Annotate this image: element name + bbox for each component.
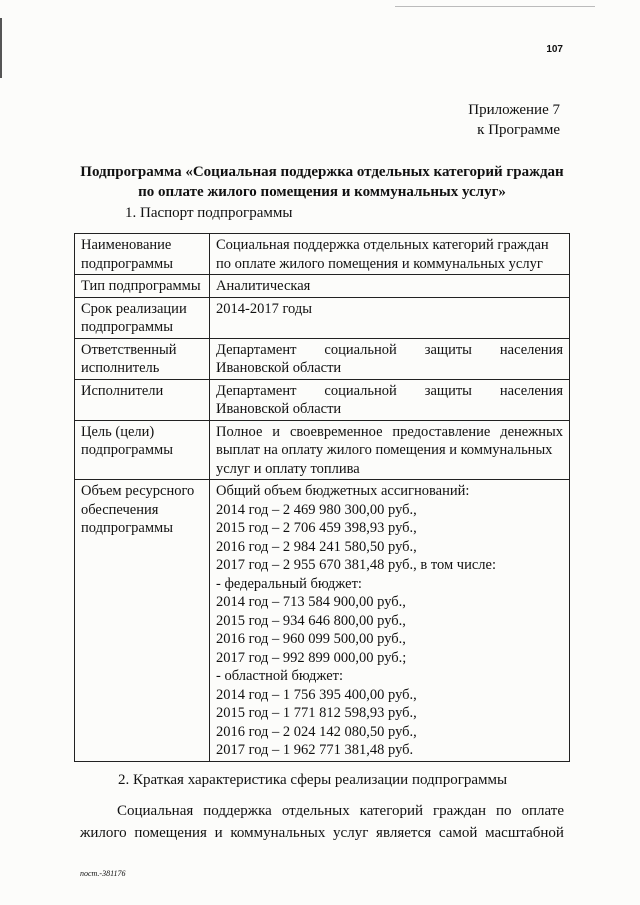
funding-line: 2015 год – 1 771 812 598,93 руб.,	[216, 705, 417, 721]
funding-line: 2015 год – 2 706 459 398,93 руб.,	[216, 520, 417, 536]
funding-line: Общий объем бюджетных ассигнований:	[216, 483, 470, 499]
name-value: Социальная поддержка отдельных категорий граждан по оплате жилого помещения и коммунальных услуг	[210, 234, 570, 275]
funding-line: 2014 год – 713 584 900,00 руб.,	[216, 594, 406, 610]
row-responsible	[75, 338, 570, 379]
funding-line: 2014 год – 2 469 980 300,00 руб.,	[216, 501, 417, 518]
funding-label: Объем ресурсного обеспечения подпрограммы	[75, 480, 210, 762]
appendix-line-1: Приложение 7	[468, 102, 560, 118]
funding-line: 2016 год – 2 984 241 580,50 руб.,	[216, 538, 417, 555]
funding-line: 2017 год – 2 955 670 381,48 руб., в том числе:	[216, 557, 496, 573]
row-funding	[75, 480, 570, 762]
funding-line: 2016 год – 960 099 500,00 руб.,	[216, 631, 406, 647]
scan-top-mark	[395, 6, 595, 7]
row-type	[75, 275, 570, 298]
appendix-note	[468, 100, 560, 140]
responsible-value: Департамент социальной защиты населения Ивановской области	[210, 338, 570, 379]
title-line-1: Подпрограмма «Социальная поддержка отдельных категорий граждан	[80, 164, 564, 180]
paragraph-line-2: жилого помещения и коммунальных услуг является самой масштабной	[80, 825, 564, 841]
goal-label: Цель (цели) подпрограммы	[75, 420, 210, 480]
scan-edge-mark	[0, 18, 2, 78]
type-value: Аналитическая	[210, 275, 570, 298]
passport-table	[74, 233, 570, 762]
term-label: Срок реализации подпрограммы	[75, 297, 210, 338]
funding-value	[210, 480, 570, 762]
row-term	[75, 297, 570, 338]
subprogram-title	[72, 162, 572, 202]
term-value: 2014-2017 годы	[210, 297, 570, 338]
responsible-label: Ответственный исполнитель	[75, 338, 210, 379]
section-2-heading: 2. Краткая характеристика сферы реализации подпрограммы	[118, 772, 508, 788]
funding-line: 2017 год – 1 962 771 381,48 руб.	[216, 742, 414, 758]
funding-line: 2017 год – 992 899 000,00 руб.;	[216, 649, 407, 666]
row-goal	[75, 420, 570, 480]
funding-line: 2016 год – 2 024 142 080,50 руб.,	[216, 723, 417, 740]
funding-line: 2015 год – 934 646 800,00 руб.,	[216, 612, 406, 629]
funding-line: - федеральный бюджет:	[216, 575, 362, 592]
name-label: Наименование подпрограммы	[75, 234, 210, 275]
executors-label: Исполнители	[75, 379, 210, 420]
appendix-line-2: к Программе	[477, 122, 560, 138]
row-name	[75, 234, 570, 275]
row-executors	[75, 379, 570, 420]
funding-line: - областной бюджет:	[216, 668, 344, 684]
page-number: 107	[546, 44, 563, 55]
executors-value: Департамент социальной защиты населения Ивановской области	[210, 379, 570, 420]
goal-value: Полное и своевременное предоставление денежных выплат на оплату жилого помещения и коммунальных услуг и оплату топлива	[210, 420, 570, 480]
title-line-2: по оплате жилого помещения и коммунальных услуг»	[138, 184, 506, 200]
paragraph-line-1: Социальная поддержка отдельных категорий граждан по оплате	[117, 803, 564, 819]
footer-code: пост.-381176	[80, 869, 126, 878]
section-1-heading: 1. Паспорт подпрограммы	[125, 205, 293, 221]
body-paragraph	[80, 800, 564, 844]
funding-line: 2014 год – 1 756 395 400,00 руб.,	[216, 686, 417, 703]
type-label: Тип подпрограммы	[75, 275, 210, 298]
